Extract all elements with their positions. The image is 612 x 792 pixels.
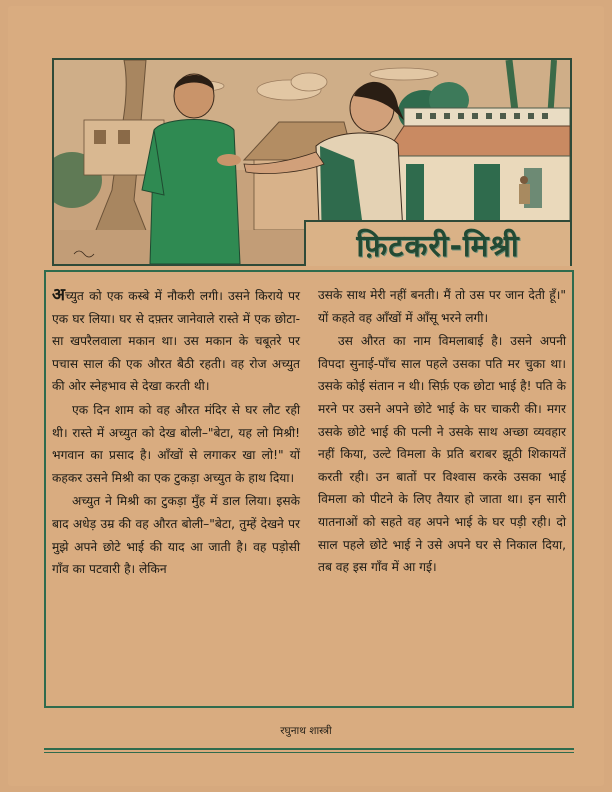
footer-rule-thin (44, 752, 574, 753)
right-column (318, 284, 566, 579)
story-title: फ़िटकरी-मिश्री (304, 220, 570, 266)
paragraph-2: एक दिन शाम को वह औरत मंदिर से घर लौट रही थी। रास्ते में अच्युत को देख बोली–"बेटा, यह लो मिश्री! भगवान का प्रसाद है। आँखों से लगाकर खा लो!" यों कहकर उसने मिश्री का एक टुकड़ा अच्युत के हाथ दिया। (52, 402, 300, 485)
paragraph-4: उसके साथ मेरी नहीं बनती। मैं तो उस पर जान देती हूँ।" यों कहते वह आँखों में आँसू भरने लगी। (318, 288, 566, 325)
drop-cap: अ (52, 285, 65, 305)
footer-rule (44, 748, 574, 750)
paragraph-1 (52, 284, 300, 398)
paragraph-5: उस औरत का नाम विमलाबाई है। उसने अपनी विपदा सुनाई-पाँच साल पहले उसका पति मर चुका था। उसके कोई संतान न थी। सिर्फ़ एक छोटा भाई है! पति के मरने पर उसने अपने छोटे भाई के घर चाकरी की। मगर उसके छोटे भाई की पत्नी ने उसके साथ अच्छा व्यवहार नहीं किया, उल्टे विमला के प्रति बराबर झूठी शिकायतें करती रही। उन बातों पर विश्वास करके उसका भाई विमला को पीटने के लिए तैयार हो जाता था। इन सारी यातनाओं को सहते वह अपने भाई के घर पड़ी रही। दो साल पहले छोटे भाई ने उसे अपने घर से निकाल दिया, तब वह इस गाँव में आ गई। (318, 334, 566, 575)
left-column (52, 284, 300, 581)
paragraph-3: अच्युत ने मिश्री का टुकड़ा मुँह में डाल लिया। इसके बाद अधेड़ उम्र की वह औरत बोली–"बेटा, तुम्हें देखने पर मुझे अपने छोटे भाई की याद आ जाती है। वह पड़ोसी गाँव का पटवारी है। लेकिन (52, 494, 300, 577)
paragraph-1-text: च्युत को एक कस्बे में नौकरी लगी। उसने किराये पर एक घर लिया। घर से दफ़्तर जानेवाले रास्ते में एक छोटा-सा खपरैलवाला मकान था। उस मकान के चबूतरे पर पचास साल की एक औरत बैठी रहती। वह रोज अच्युत की ओर स्नेहभाव से देखा करती थी। (52, 289, 300, 394)
author-credit: रघुनाथ शास्त्री (280, 725, 332, 737)
